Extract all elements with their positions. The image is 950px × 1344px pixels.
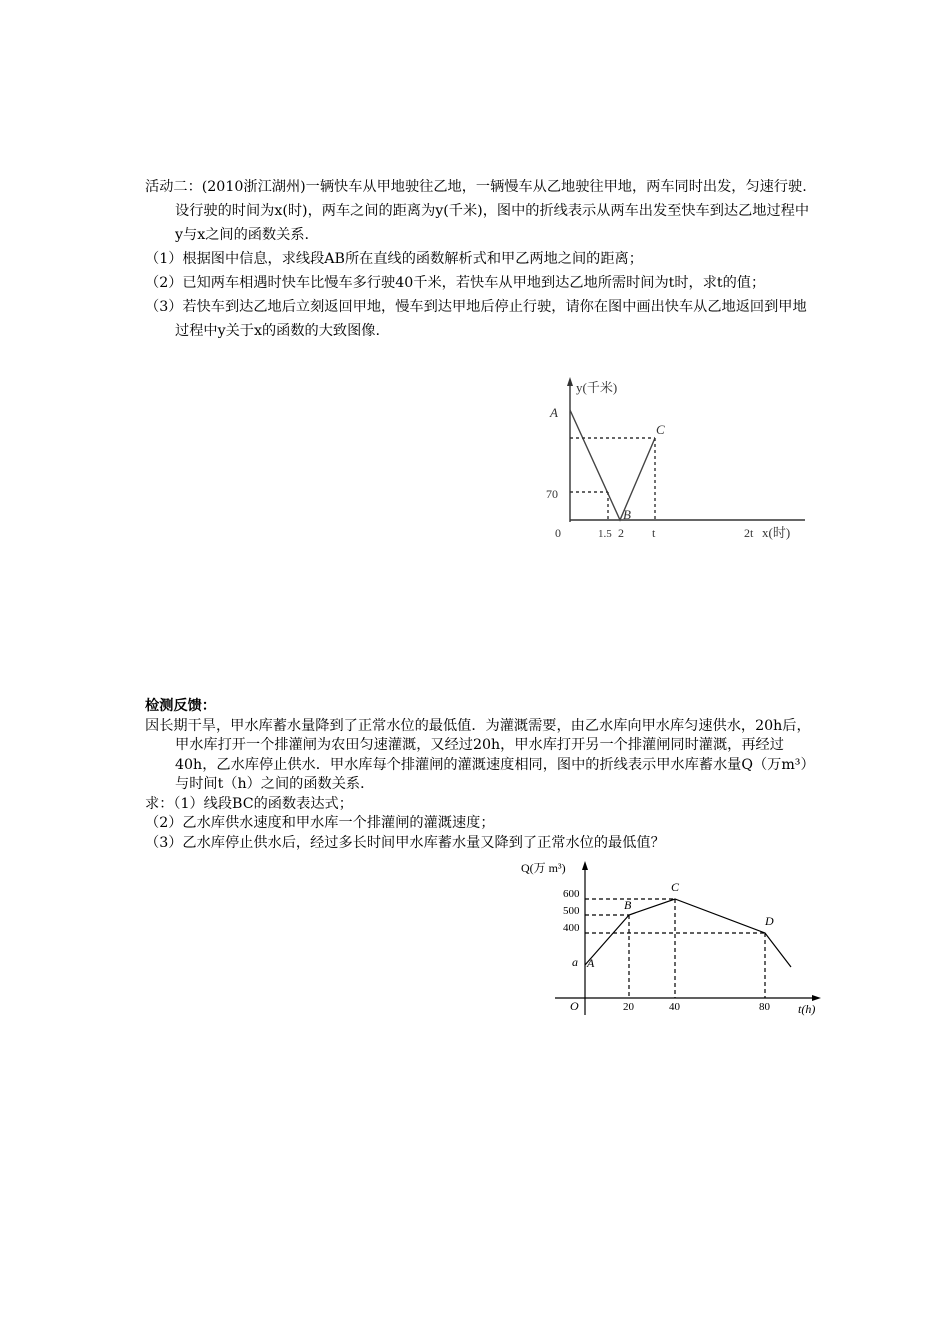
y-tick-a: a (572, 955, 578, 969)
point-label-a: A (550, 405, 558, 420)
y-tick-400: 400 (563, 922, 580, 934)
x-tick-0: 0 (555, 526, 561, 540)
graph-line-abc (570, 410, 655, 520)
point-label-a: A (587, 956, 595, 970)
point-label-c: C (656, 422, 665, 437)
activity2-section (145, 175, 813, 343)
y-axis-label: y(千米) (576, 380, 618, 395)
x-tick-2: 2 (618, 526, 624, 540)
feedback-question-2: （2）乙水库供水速度和甲水库一个排灌闸的灌溉速度； (145, 815, 495, 831)
x-tick-40: 40 (669, 1001, 680, 1013)
feedback-body: 因长期干旱，甲水库蓄水量降到了正常水位的最低值．为灌溉需要，由乙水库向甲水库匀速供水，20h后，甲水库打开一个排灌闸为农田匀速灌溉，又经过20h，甲水库打开另一个排灌闸同时灌溉，再经过40h，乙水库停止供水．甲水库每个排灌闸的灌溉速度相同，图中的折线表示甲水库蓄水量Q（万m³）与时间t（h）之间的函数关系． (145, 717, 811, 792)
feedback-section (145, 697, 813, 853)
point-label-b: B (623, 507, 631, 522)
feedback-question-3: （3）乙水库停止供水后，经过多长时间甲水库蓄水量又降到了正常水位的最低值？ (145, 834, 665, 851)
reservoir-graph (515, 855, 825, 1020)
t-axis-label: t(h) (798, 1002, 816, 1016)
activity2-question-1: （1）根据图中信息，求线段AB所在直线的函数解析式和甲乙两地之间的距离； (145, 251, 643, 267)
activity2-intro: 活动二：(2010浙江湖州)一辆快车从甲地驶往乙地，一辆慢车从乙地驶往甲地，两车同时出发，匀速行驶.设行驶的时间为x(时)，两车之间的距离为y(千米)，图中的折线表示从两车出发至快车到达乙地过程中y与x之间的函数关系. (145, 179, 810, 243)
point-label-b: B (624, 898, 632, 912)
x-tick-t: t (652, 526, 656, 540)
x-tick-80: 80 (759, 1001, 770, 1013)
x-axis-label: x(时) (762, 525, 791, 540)
point-label-d: D (765, 914, 774, 928)
feedback-question-1: 求：（1）线段BC的函数表达式； (145, 795, 353, 812)
x-tick-20: 20 (623, 1001, 634, 1013)
point-label-c: C (671, 880, 680, 894)
q-axis-label: Q(万 m³) (521, 861, 566, 875)
origin-label: O (570, 999, 579, 1013)
x-tick-1-5: 1.5 (598, 528, 612, 540)
feedback-heading: 检测反馈： (145, 698, 216, 714)
activity2-question-2: （2）已知两车相遇时快车比慢车多行驶40千米，若快车从甲地到达乙地所需时间为t时，求t的值； (145, 275, 766, 291)
activity2-question-3: （3）若快车到达乙地后立刻返回甲地，慢车到达甲地后停止行驶，请你在图中画出快车从乙地返回到甲地过程中y关于x的函数的大致图像. (145, 299, 807, 339)
distance-time-graph (540, 372, 810, 552)
y-tick-600: 600 (563, 888, 580, 900)
x-tick-2t: 2t (744, 526, 754, 540)
y-tick-70: 70 (546, 487, 558, 501)
y-tick-500: 500 (563, 905, 580, 917)
